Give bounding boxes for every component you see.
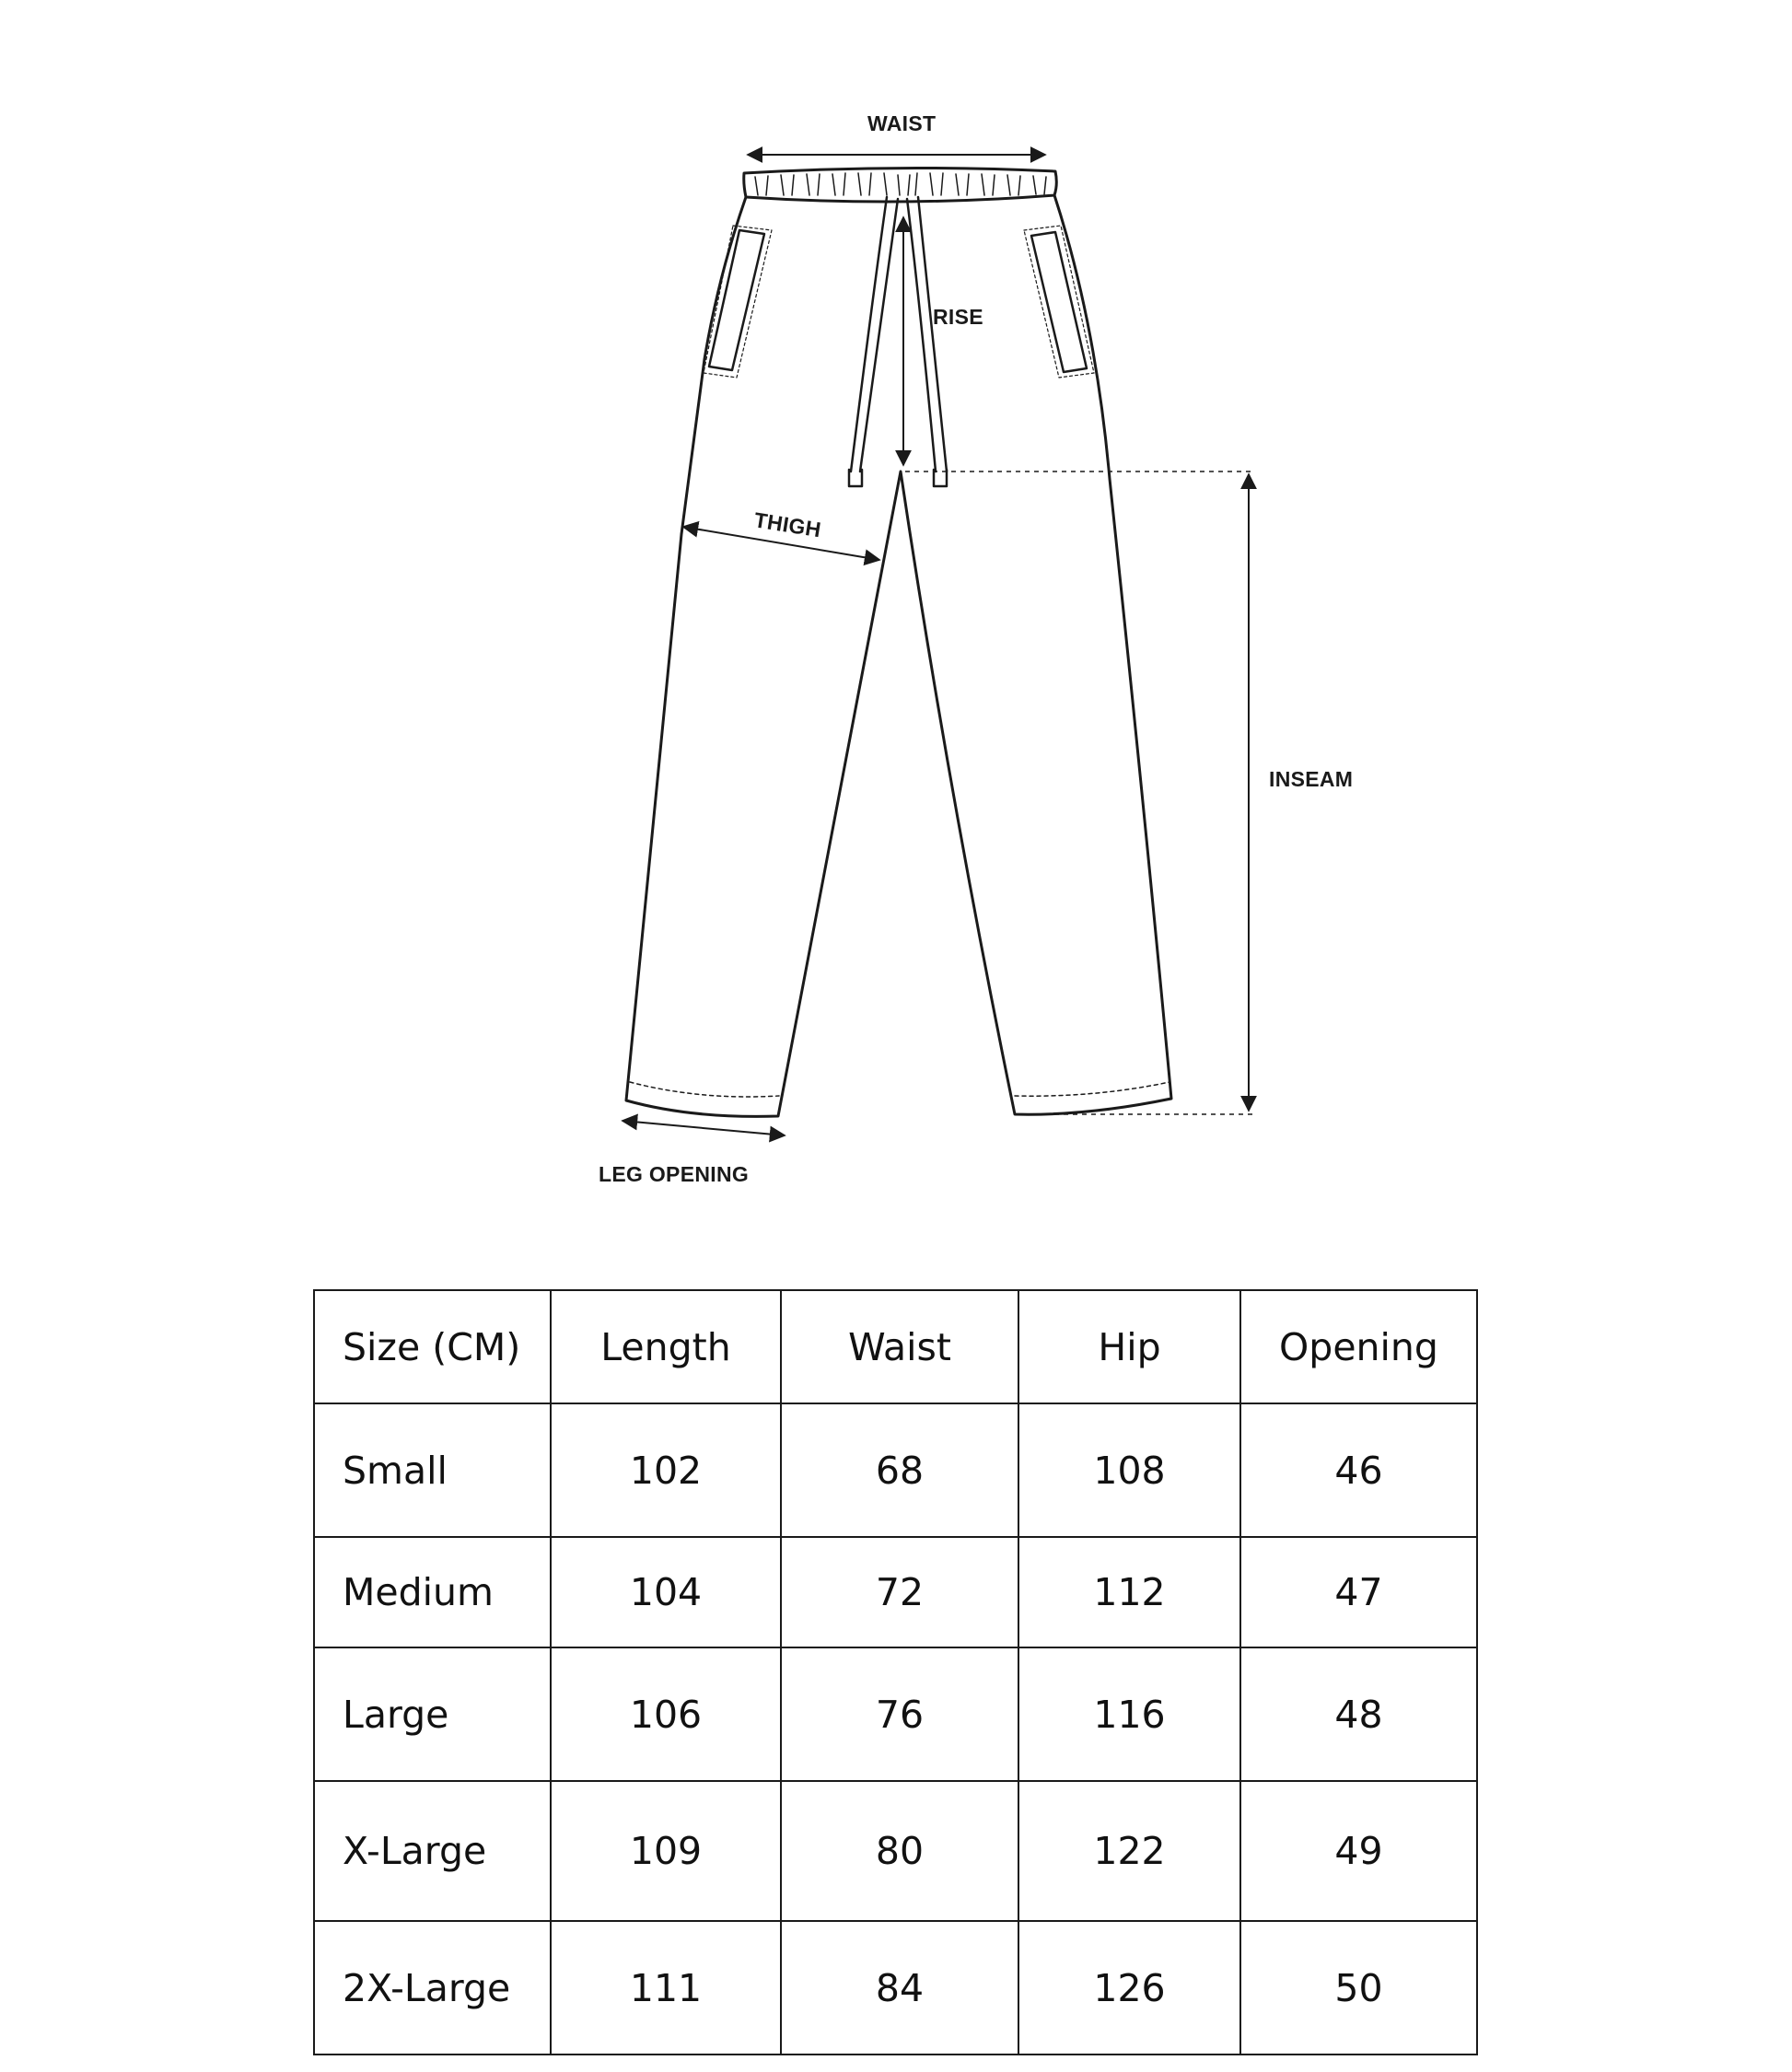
waist-cell: 68 [781,1403,1018,1537]
length-cell: 109 [551,1781,781,1921]
waist-cell: 72 [781,1537,1018,1647]
header-length: Length [551,1290,781,1403]
table-row [314,1781,1477,1921]
waistband-gathers [755,173,1046,195]
opening-cell: 46 [1240,1403,1477,1537]
measurement-labels [599,111,1353,1186]
left-hem-stitch [630,1082,779,1097]
right-pocket [1031,232,1087,372]
length-cell: 102 [551,1403,781,1537]
hip-cell: 116 [1018,1647,1240,1781]
waist-label: WAIST [867,111,937,135]
size-cell: 2X-Large [314,1921,551,2055]
size-cell: Large [314,1647,551,1781]
length-cell: 111 [551,1921,781,2055]
waist-cell: 84 [781,1921,1018,2055]
pants-body [626,195,1171,1116]
opening-cell: 49 [1240,1781,1477,1921]
length-cell: 104 [551,1537,781,1647]
right-hem-stitch [1015,1082,1169,1096]
hip-cell: 112 [1018,1537,1240,1647]
pants-outline [626,168,1171,1116]
waist-cell: 76 [781,1647,1018,1781]
header-opening: Opening [1240,1290,1477,1403]
hip-cell: 108 [1018,1403,1240,1537]
opening-cell: 47 [1240,1537,1477,1647]
leg-opening-label: LEG OPENING [599,1162,750,1186]
header-size: Size (CM) [314,1290,551,1403]
table-row [314,1403,1477,1537]
opening-cell: 50 [1240,1921,1477,2055]
inseam-label: INSEAM [1269,767,1354,791]
size-cell: Medium [314,1537,551,1647]
size-cell: X-Large [314,1781,551,1921]
table-row [314,1921,1477,2055]
table-header-row [314,1290,1477,1403]
size-cell: Small [314,1403,551,1537]
hip-cell: 126 [1018,1921,1240,2055]
leg-opening-arrow [623,1121,785,1135]
drawstring-left [851,197,898,471]
rise-label: RISE [933,305,983,329]
length-cell: 106 [551,1647,781,1781]
table-row [314,1647,1477,1781]
header-waist: Waist [781,1290,1018,1403]
table-row [314,1537,1477,1647]
waist-cell: 80 [781,1781,1018,1921]
drawstring-right [907,197,947,471]
size-chart-table [313,1289,1478,2055]
thigh-label: THIGH [752,507,823,542]
waistband [744,168,1057,202]
opening-cell: 48 [1240,1647,1477,1781]
header-hip: Hip [1018,1290,1240,1403]
hip-cell: 122 [1018,1781,1240,1921]
